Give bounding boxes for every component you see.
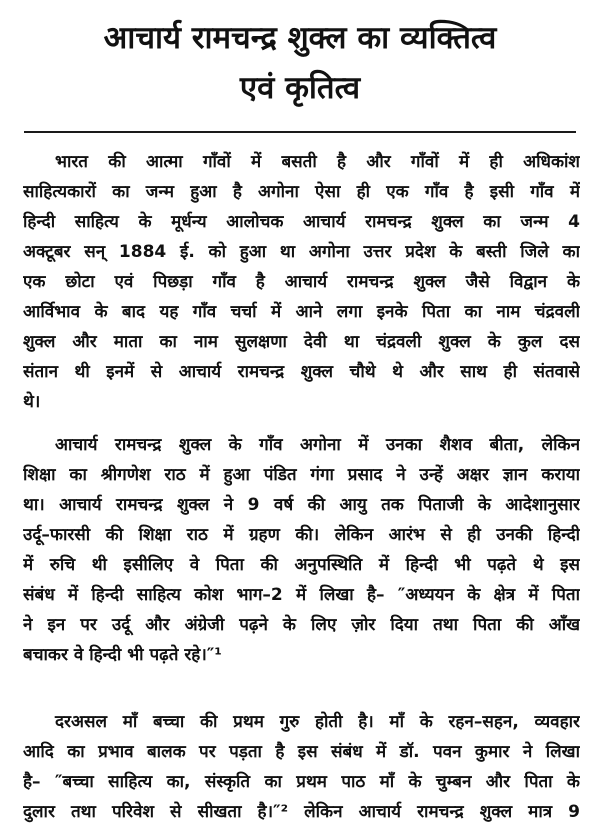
text-line: भारत की आत्मा गाँवों में बसती है और गाँवों में ही अधिकांश — [55, 152, 580, 172]
text-line: हिन्दी साहित्य के मूर्धन्य आलोचक आचार्य रामचन्द्र शुक्ल का जन्म 4 — [23, 212, 580, 232]
page-title-line-1: आचार्य रामचन्द्र शुक्ल का व्यक्तित्व — [103, 20, 497, 56]
text-line: शुक्ल और माता का नाम सुलक्षणा देवी था चंद्रवली शुक्ल के कुल दस — [23, 332, 580, 352]
text-line: ने इन पर उर्दू और अंग्रेजी पढ़ने के लिए ज़ोर दिया तथा पिता की आँख — [23, 615, 580, 635]
text-line: आचार्य रामचन्द्र शुक्ल के गाँव अगोना में उनका शैशव बीता, लेकिन — [55, 435, 580, 455]
text-line: संबंध में हिन्दी साहित्य कोश भाग–2 में लिखा है– ″अध्ययन के क्षेत्र में पिता — [23, 585, 580, 605]
page-title-line-2: एवं कृतित्व — [239, 70, 361, 106]
paragraph-2 — [23, 430, 580, 670]
paragraph-3 — [23, 707, 580, 827]
text-line: साहित्यकारों का जन्म हुआ है अगोना ऐसा ही एक गाँव है इसी गाँव में — [23, 182, 580, 202]
text-line: आर्विभाव के बाद यह गाँव चर्चा में आने लगा इनके पिता का नाम चंद्रवली — [23, 302, 580, 322]
text-line: है– ″बच्चा साहित्य का, संस्कृति का प्रथम पाठ माँ के चुम्बन और पिता के — [23, 772, 580, 792]
text-line: एक छोटा एवं पिछड़ा गाँव है आचार्य रामचन्द्र शुक्ल जैसे विद्वान के — [23, 272, 580, 292]
text-line: थे। — [23, 392, 41, 412]
text-line: दुलार तथा परिवेश से सीखता है।″² लेकिन आचार्य रामचन्द्र शुक्ल मात्र 9 — [23, 802, 580, 822]
text-line: दरअसल माँ बच्चा की प्रथम गुरु होती है। माँ के रहन–सहन, व्यवहार — [55, 712, 580, 732]
title-divider — [24, 131, 576, 133]
text-line: बचाकर वे हिन्दी भी पढ़ते रहे।″¹ — [23, 645, 222, 665]
text-line: अक्टूबर सन् 1884 ई. को हुआ था अगोना उत्तर प्रदेश के बस्ती जिले का — [23, 242, 580, 262]
text-line: में रुचि थी इसीलिए वे पिता की अनुपस्थिति में हिन्दी भी पढ़ते थे इस — [23, 555, 580, 575]
text-line: था। आचार्य रामचन्द्र शुक्ल ने 9 वर्ष की आयु तक पिताजी के आदेशानुसार — [23, 495, 580, 515]
text-line: संतान थी इनमें से आचार्य रामचन्द्र शुक्ल चौथे थे और साथ ही संतवासे — [23, 362, 580, 382]
text-line: आदि का प्रभाव बालक पर पड़ता है इस संबंध में डॉ. पवन कुमार ने लिखा — [23, 742, 580, 762]
text-line: शिक्षा का श्रीगणेश राठ में हुआ पंडित गंगा प्रसाद ने उन्हें अक्षर ज्ञान कराया — [23, 465, 580, 485]
paragraph-1 — [23, 147, 580, 417]
text-line: उर्दू–फारसी की शिक्षा राठ में ग्रहण की। लेकिन आरंभ से ही उनकी हिन्दी — [23, 525, 580, 545]
